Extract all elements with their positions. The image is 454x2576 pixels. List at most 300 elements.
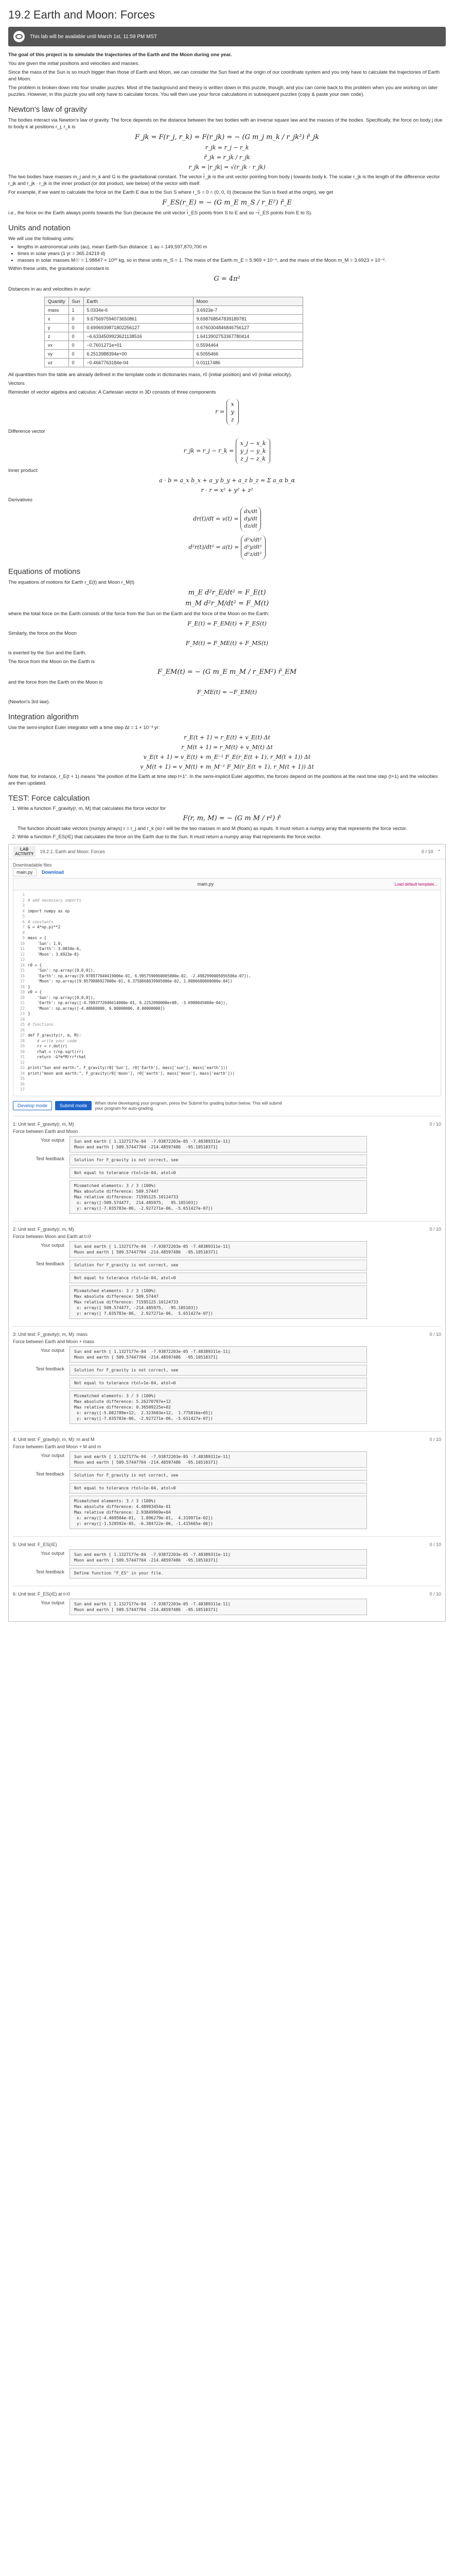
feedback-row [13,1365,441,1426]
code-line[interactable] [13,920,441,925]
eq-G: G = 4π² [214,275,240,283]
code-text[interactable]: } [28,984,30,989]
editor-tabbar [13,878,441,890]
test-heading: TEST: Force calculation [8,794,90,803]
line-number: 34 [20,1071,25,1076]
table-cell: 0 [68,315,83,324]
code-line[interactable] [13,1082,441,1088]
intro-goal: The goal of this project is to simulate the trajectories of the Earth and the Moon during one year. [8,52,232,58]
eq-r-lhs: r = [215,408,225,415]
line-number: 10 [20,941,25,946]
test-feedback-label: Test feedback [36,1156,64,1161]
eq-d2-lhs: d²r(t)/dt² = a(t) = [188,544,239,551]
test-feedback: Not equal to tolerance rtol=1e-04, atol=0 [69,1273,367,1283]
load-default-link[interactable]: Load default template... [394,882,438,887]
test-result-score: 0 / 10 [429,1121,441,1127]
lab-header [9,844,445,859]
line-number: 19 [20,990,25,994]
code-text[interactable]: # write your code [28,1038,77,1043]
test-feedback: Not equal to tolerance rtol=1e-04, atol=0 [69,1167,367,1178]
your-output: Sun and earth [ 1.1327177e-04 -7.93872203e-05 -7.48389311e-11] Moon and earth [ 509.57447704 -214.48597486 -95.10510371] [69,1241,367,1258]
vectors-p1: All quantities from the table are already defined in the template code in dictionaries mass, r0 (initial position) and v0 (initial velocity). [8,372,292,378]
line-number: 13 [20,957,25,962]
code-text[interactable]: 'Earth': np.array([-4.7093772046614000e-01, 6.2252090000e+00, -3.6980045000e-04]), [28,1001,228,1005]
code-text[interactable]: } [28,1011,30,1016]
code-line[interactable] [13,979,441,985]
lab-badge [13,846,36,857]
code-text[interactable]: 'Earth': np.array([9.978977040419006e-01, 6.9957590960005000e-02, -2.4982990005056506e-07]), [28,973,251,978]
code-line[interactable] [13,1065,441,1071]
vectors-heading: Vectors [8,381,25,386]
eq-rmag: r_jk = |r_jk| = √(r_jk · r_jk) [188,164,266,171]
units-p2: Within these units, the gravitational constant is [8,266,109,272]
lab-score: 0 / 10 [421,849,433,854]
table-cell: 1 [68,306,83,315]
test-result-header [13,1437,441,1442]
test-item-text: Write a function F_gravity(r, m, M) that calculates the force vector for [18,806,166,811]
table-header: Quantity [45,297,69,306]
page [8,8,446,1622]
file-row [9,869,445,878]
eq-motion-6: F_ME(t) = −F_EM(t) [197,689,257,696]
motion-p6: and the force from the Earth on the Moon is [8,680,103,685]
line-number: 31 [20,1055,25,1059]
code-line[interactable] [13,1044,441,1049]
badge-top: LAB [20,847,29,852]
line-number: 33 [20,1065,25,1070]
table-cell: 6.2513988394e+00 [83,350,193,359]
test-item: 2. Write a function F_ES(rE) that calculates the force on the Earth due to the Sun. It must return a numpy array that represents the force vector. [18,834,446,840]
eq-integ: r_E(t + 1) = r_E(t) + v_E(t) Δt [184,734,270,741]
test-result-title: 2: Unit test: F_gravity(r, m, M) [13,1226,74,1232]
line-number: 16 [20,973,25,978]
test-result-title: 6: Unit test: F_ES(rE) at t=0 [13,1591,70,1597]
your-output: Sun and earth [ 1.1327177e-04 -7.93872203e-05 -7.48389311e-11] Moon and earth [ 509.57447704 -214.48597486 -95.10510371] [69,1346,367,1363]
test-feedback: Solution for F_gravity is not correct, see [69,1365,367,1376]
test-result-subtitle: Force between Earth and Moon [13,1128,78,1134]
initial-conditions-table [44,297,303,367]
table-cell: vz [45,359,69,367]
test-feedback-label: Test feedback [36,1569,64,1574]
code-line[interactable] [13,1076,441,1082]
your-output: Sun and earth [ 1.1327177e-04 -7.93872203e-05 -7.48389311e-11] Moon and earth [ 509.57447704 -214.48597486 -95.10510371] [69,1599,367,1615]
test-result [13,1431,441,1531]
test-result-header [13,1591,441,1597]
code-line[interactable] [13,963,441,969]
table-header: Moon [193,297,303,306]
table-cell: y [45,324,69,332]
submit-note: When done developing your program, press the Submit for grading button below. This will submit your program for auto-grading. [95,1100,282,1111]
test-result-title: 3: Unit test: F_gravity(r, m, M): mass [13,1331,88,1337]
table-cell: 3.6923e-7 [193,306,303,315]
eq-motion-3: F_E(t) = F_EM(t) + F_ES(t) [187,620,267,627]
code-text[interactable]: rhat = r/np.sqrt(rr) [28,1049,84,1054]
code-line[interactable] [13,903,441,909]
table-cell: 5.0334e-6 [83,306,193,315]
code-line[interactable] [13,1087,441,1093]
code-line[interactable] [13,925,441,930]
code-text[interactable]: 'Moon': 3.6923e-8} [28,952,79,957]
line-number: 14 [20,962,25,968]
code-line[interactable] [13,968,441,974]
test-result-subtitle: Force between Earth and Moon + mass [13,1338,94,1344]
code-text[interactable]: return -G*m*M/rr*rhat [28,1055,86,1059]
code-editor[interactable] [13,878,441,1096]
eq-inner2: r · r = x² + y² + z² [201,487,253,494]
test-result-score: 0 / 10 [429,1591,441,1597]
eq-integ: v_E(t + 1) = v_E(t) + m_E⁻¹ F_E(r_E(t + 1), r_M(t + 1)) Δt [143,754,311,760]
code-text[interactable]: 'Moon': np.array([9.9579886927000e-01, 6.3758668839905000e-02, 1.8086600000000e-04]) [28,979,233,984]
table-cell: 0.5594464 [193,341,303,350]
table-cell: 0.01117486 [193,359,303,367]
code-text[interactable]: # add necessary imports [28,897,81,903]
d1-components [240,506,261,532]
component: dy/dt [244,516,257,522]
code-line[interactable] [13,892,441,898]
units-item: • masses in solar masses M☉ = 1.98847 × 10³⁰ kg, so in these units m_S = 1. The mass of the Earth m_E = 5.969 × 10⁻⁶, and the mass of the Moon m_M = 3.6923 × 10⁻⁸. [18,258,446,263]
banner-text: This lab will be available until March 1st, 11:59 PM MST [30,33,158,40]
test-result-title: 5: Unit test: F_ES(rE) [13,1541,57,1547]
code-line[interactable] [13,1011,441,1017]
line-number: 26 [20,1027,25,1032]
your-output-label: Your output [41,1550,64,1556]
code-text[interactable]: r0 = { [28,962,42,968]
table-header-row [45,297,303,306]
code-text[interactable]: rr = r.dot(r) [28,1044,67,1048]
your-output-label: Your output [41,1347,64,1353]
table-row [45,324,303,332]
test-feedback: Mismatched elements: 3 / 3 (100%) Max absolute difference: 509.57447 Max relative difference: 71595125.10124733 x: array([-509.574477, 214.485975, 95.105103]) y: array([-7.035783e-06, -2.927271e-06, -5.651427e-07]) [69,1180,367,1214]
inner-heading: Inner product: [8,468,39,473]
submit-mode-button[interactable]: Submit mode [55,1101,92,1110]
lab-activity [8,844,446,1622]
test-item [18,806,446,832]
component: z [231,416,234,423]
eq-d1 [8,506,446,532]
table-cell: 0 [68,350,83,359]
line-number: 24 [20,1016,25,1022]
units-p3: Distances in au and velocities in au/yr: [8,286,92,292]
intro-p1: Since the mass of the Sun is so much bigger than those of Earth and Moon, we can consider the Sun fixed at the origin of our coordinate system and you only have to calculate the trajectories of Earth and Moon. [8,70,440,82]
eq-d2 [8,535,446,560]
deriv-heading: Derivatives [8,497,32,503]
units-item: • lengths in astronomical units (au), mean Earth-Sun distance: 1 au = 149,597,870,700 m [18,244,446,250]
code-line[interactable] [13,1006,441,1012]
vectors-p2: Reminder of vector algebra and calculus: A Cartesian vector in 3D consists of three components [8,389,216,395]
table-cell: 0.6760304846846756127 [193,324,303,332]
eye-icon [13,31,25,42]
your-output-label: Your output [41,1242,64,1248]
eq-r: r_jk = r_j − r_k [205,144,249,151]
output-row [13,1136,441,1153]
motion-p2: where the total force on the Earth consists of the force from the Sun on the Earth and the force of the Moon on the Earth: [8,611,269,617]
code-text[interactable]: v0 = { [28,990,42,994]
line-number: 23 [20,1011,25,1016]
test-feedback: Solution for F_gravity is not correct, see [69,1155,367,1165]
component: x [231,401,234,408]
table-cell: vx [45,341,69,350]
newton-p1: The bodies interact via Newton's law of gravity. The force depends on the distance between the two bodies with an inverse square law and the masses of the bodies. Specifically, the force on body j due to body k at positions r_j, r_k is [8,117,443,130]
motion-heading: Equations of motions [8,567,81,576]
test-result [13,1221,441,1321]
line-number: 9 [22,936,25,940]
line-number: 30 [20,1049,25,1054]
eq-r-vector [8,399,446,425]
page-title: 19.2 Earth and Moon: Forces [8,8,155,21]
code-line[interactable] [13,1028,441,1033]
line-number: 25 [20,1022,25,1027]
test-result-score: 0 / 10 [429,1541,441,1547]
table-cell: 6.5055466 [193,350,303,359]
eq-integ: v_M(t + 1) = v_M(t) + m_M⁻¹ F_M(r_E(t + 1), r_M(t + 1)) Δt [140,764,314,770]
code-text[interactable]: G = 4*np.pi**2 [28,925,61,929]
eq-motion-4: F_M(t) = F_ME(t) + F_MS(t) [185,640,269,647]
table-cell: −6.6334509923621138516 [83,332,193,341]
line-number: 20 [20,995,25,1000]
component: dz/dt [244,523,257,529]
test-result-score: 0 / 10 [429,1226,441,1232]
intro-given: You are given the initial positions and velocities and masses. [8,61,139,66]
code-line[interactable] [13,1071,441,1077]
test-feedback: Mismatched elements: 3 / 3 (100%) Max absolute difference: 5.26270797e+12 Max relative difference: 0.36509225e+02 x: array([-5.082789e+12, 2.323603e+12, 1.775816e+05]) y: array([-7.035783e-06, -2.927271e-06, -5.651427e-07]) [69,1391,367,1424]
eq-motion-5: F_EM(t) = − (G m_E m_M / r_EM²) r̂_EM [157,668,297,676]
test-feedback: Solution for F_gravity is not correct, see [69,1260,367,1270]
editor-title: main.py [197,882,214,887]
motion-p3: Similarly, the force on the Moon [8,631,77,636]
test-feedback: Mismatched elements: 3 / 3 (100%) Max absolute difference: 4.48993454e-01 Max relative difference: 2.93849969e+04 x: array([-4.469504e-01, 1.896279e-01, 4.319971e-02]) y: array([-1.520592e-05, -6.384722e-06, -1.415665e-06]) [69,1496,367,1529]
test-p1: The function should take vectors (numpy arrays) r = r_j and r_k (so r will be the two masses m and M (floats) as inputs. It must return a numpy array that represents the force vector. [18,826,407,832]
table-row [45,315,303,324]
eq-motion-2: m_M d²r_M/dt² = F_M(t) [185,600,269,607]
line-number: 3 [22,903,25,908]
feedback-row [13,1260,441,1321]
line-number: 27 [20,1033,25,1038]
table-cell: 0 [68,332,83,341]
output-row [13,1241,441,1258]
table-cell: −0.4667763184e-04 [83,359,193,367]
table-row [45,306,303,315]
test-result-title: 4: Unit test: F_gravity(r, m, M): m and M [13,1436,95,1442]
code-text[interactable]: print("Sun and earth:", F_gravity(r0['Sun'], r0['Earth'], mass['sun'], mass['earth'])) [28,1065,228,1070]
code-line[interactable] [13,909,441,914]
table-row [45,350,303,359]
code-text[interactable]: mass = { [28,936,47,940]
code-line[interactable] [13,1039,441,1044]
component: d²z/dt² [244,552,262,557]
diff-heading: Difference vector [8,429,45,434]
test-feedback: Mismatched elements: 3 / 3 (100%) Max absolute difference: 509.57447 Max relative difference: 71595125.10124733 x: array([ 509.574477, -214.485975, -95.105103]) y: array([ 7.035783e-06, 2.927271e-06, 5.651427e-07]) [69,1285,367,1319]
code-text[interactable]: 'Sun': np.array([0,0,0]), [28,968,95,973]
line-number: 6 [22,919,25,924]
code-line[interactable] [13,930,441,936]
table-cell: vy [45,350,69,359]
code-line[interactable] [13,995,441,1001]
feedback-list [69,1260,367,1321]
line-number: 7 [22,925,25,929]
table-cell: 0.6996939871802256127 [83,324,193,332]
line-number: 11 [20,946,25,951]
table-cell: 0 [68,359,83,367]
code-line[interactable] [13,957,441,963]
line-number: 36 [20,1081,25,1087]
code-text[interactable]: # functions [28,1022,54,1027]
test-result-subtitle: Force between Moon and Earth at t=0 [13,1233,91,1239]
chevron-up-icon[interactable]: ⌃ [437,849,441,854]
code-text[interactable]: 'Sun': np.array([0,0,0]), [28,995,95,1000]
code-line[interactable] [13,952,441,958]
table-row [45,359,303,367]
component: z_j − z_k [240,455,266,462]
file-name: main.py [13,868,37,876]
code-line[interactable] [13,1060,441,1066]
table-cell: 9.675697594073650861 [83,315,193,324]
integration-heading: Integration algorithm [8,713,79,721]
code-line[interactable] [13,990,441,995]
test-result-header [13,1542,441,1547]
feedback-row [13,1470,441,1531]
code-text[interactable]: 'Earth': 3.0034e-6, [28,946,81,951]
code-line[interactable] [13,1055,441,1060]
line-number: 29 [20,1044,25,1048]
intro-p2: The problem is broken down into four smaller puzzles. Most of the background and theory is written down in this puzzle, though, and you can come back to this problem when you are working on later puzzles. However, in this puzzle you will only have to calculate forces. You will then use your force calculations in subsequent puzzles (copy & paste your own code). [8,85,438,97]
code-line[interactable] [13,898,441,904]
eq-inner1: a · b = a_x b_x + a_y b_y + a_z b_z = Σ a_α b_α [159,477,295,484]
newton-p2: The two bodies have masses m_j and m_k and G is the gravitational constant. The vector r̂_jk is the unit vector pointing from body j towards body k. The scalar r_jk is the length of the difference vector r_jk and r_jk · r_jk is the inner product (or dot product, see below) of the vector with itself. [8,174,440,187]
code-text[interactable]: # constants [28,919,54,924]
code-line[interactable] [13,941,441,947]
code-line[interactable] [13,974,441,979]
table-header: Sun [68,297,83,306]
line-number: 1 [22,892,25,897]
table-cell: mass [45,306,69,315]
eq-test-force: F(r, m, M) = − (G m M / r²) r̂ [183,815,281,822]
your-output-label: Your output [41,1452,64,1458]
code-content[interactable] [13,890,441,1096]
feedback-row [13,1568,441,1581]
line-number: 12 [20,952,25,957]
output-row [13,1599,441,1615]
test-feedback-label: Test feedback [36,1471,64,1477]
line-number: 5 [22,914,25,919]
line-number: 32 [20,1060,25,1065]
motion-p4: is exerted by the Sun and the Earth. [8,650,86,656]
component: x_j − x_k [240,440,266,447]
line-number: 22 [20,1006,25,1011]
code-line[interactable] [13,1017,441,1023]
test-result-score: 0 / 10 [429,1331,441,1337]
code-line[interactable] [13,1049,441,1055]
code-line[interactable] [13,1022,441,1028]
eq-diff-lhs: r_jk = r_j − r_k = [183,447,234,454]
eq-diff-vector [8,438,446,464]
eq-force-main: F_jk = F(r_j, r_k) = F(r_jk) = − (G m_j m_k / r_jk²) r̂_jk [134,133,320,141]
component: y_j − y_k [240,448,266,454]
line-number: 17 [20,979,25,984]
integration-p1: Use the semi-implicit Euler integrator with a time step Δt = 1 × 10⁻³ yr: [8,725,160,731]
diff-components [236,438,271,464]
table-cell: x [45,315,69,324]
component: dx/dt [244,509,257,515]
eq-d1-lhs: dr(t)/dt = v(t) = [193,515,239,522]
eq-motion-1: m_E d²r_E/dt² = F_E(t) [188,589,266,597]
test-feedback-label: Test feedback [36,1261,64,1266]
test-result-header [13,1332,441,1337]
test-list [18,806,446,840]
units-heading: Units and notation [8,224,71,232]
line-number: 15 [20,968,25,973]
units-list [18,244,446,263]
code-line[interactable] [13,946,441,952]
table-row [45,332,303,341]
feedback-list [69,1155,367,1216]
test-result-header [13,1122,441,1127]
table-row [45,341,303,350]
feedback-row [13,1155,441,1216]
newton-p3: For example, if we want to calculate the force on the Earth E due to the Sun S where r_S = 0 = (0, 0, 0) (because the Sun is fixed at the origin), we get [8,190,334,195]
test-result [13,1326,441,1426]
test-result [13,1536,441,1581]
table-header: Earth [83,297,193,306]
code-text[interactable]: import numpy as np [28,908,70,913]
output-row [13,1549,441,1566]
motion-p7: (Newton's 3rd law). [8,699,50,705]
test-result-score: 0 / 10 [429,1436,441,1442]
code-line[interactable] [13,1001,441,1006]
code-line[interactable] [13,1033,441,1039]
units-p1: We will use the following units: [8,236,75,242]
test-feedback-label: Test feedback [36,1366,64,1371]
line-number: 37 [20,1087,25,1092]
test-result-header [13,1227,441,1232]
units-item: • times in solar years (1 yr = 365.24219 d) [18,251,446,257]
d2-components [241,535,266,560]
feedback-list [69,1365,367,1426]
newton-heading: Newton's law of gravity [8,105,87,114]
feedback-list [69,1568,367,1581]
table-cell: 0 [68,324,83,332]
code-line[interactable] [13,936,441,941]
test-feedback: Not equal to tolerance rtol=1e-04, atol=0 [69,1483,367,1494]
test-feedback: Not equal to tolerance rtol=1e-04, atol=0 [69,1378,367,1388]
your-output-label: Your output [41,1600,64,1605]
code-line[interactable] [13,914,441,920]
newton-p4: i.e., the force on the Earth always points towards the Sun (because the unit vector r̂_ES points from S to E and so −r̂_ES points from E to S). [8,210,312,216]
code-line[interactable] [13,985,441,990]
download-link[interactable]: Download [42,870,64,875]
test-result-subtitle: Force between Earth and Moon + M and m [13,1444,101,1449]
table-cell: 9.698768547839189781 [193,315,303,324]
motion-p1: The equations of motions for Earth r_E(t) and Moon r_M(t) [8,580,134,585]
code-text[interactable]: 'Moon': np.array([-4.40600000, 6.00000000, 0.00000000]) [28,1006,165,1011]
develop-mode-button[interactable]: Develop mode [13,1101,52,1110]
table-cell: z [45,332,69,341]
test-result [13,1116,441,1216]
component: d²x/dt² [244,537,262,543]
code-text[interactable]: 'Sun': 1.0, [28,941,63,946]
results [9,1116,445,1621]
lab-title: 19.2.1: Earth and Moon: Forces [40,849,106,854]
code-text[interactable]: def F_gravity(r, m, M): [28,1033,81,1038]
test-result-title: 1: Unit test: F_gravity(r, m, M) [13,1121,74,1127]
your-output-label: Your output [41,1137,64,1143]
line-number: 35 [20,1076,25,1081]
line-number: 21 [20,1001,25,1005]
line-number: 2 [22,897,25,903]
line-number: 8 [22,930,25,935]
downloadable-label: Downloadable files [13,862,52,868]
code-text[interactable]: print("moon and earth:", F_gravity(r0['moon'], r0['earth'], mass['moon'], mass['earth'])) [28,1071,235,1076]
r-components [226,399,239,425]
